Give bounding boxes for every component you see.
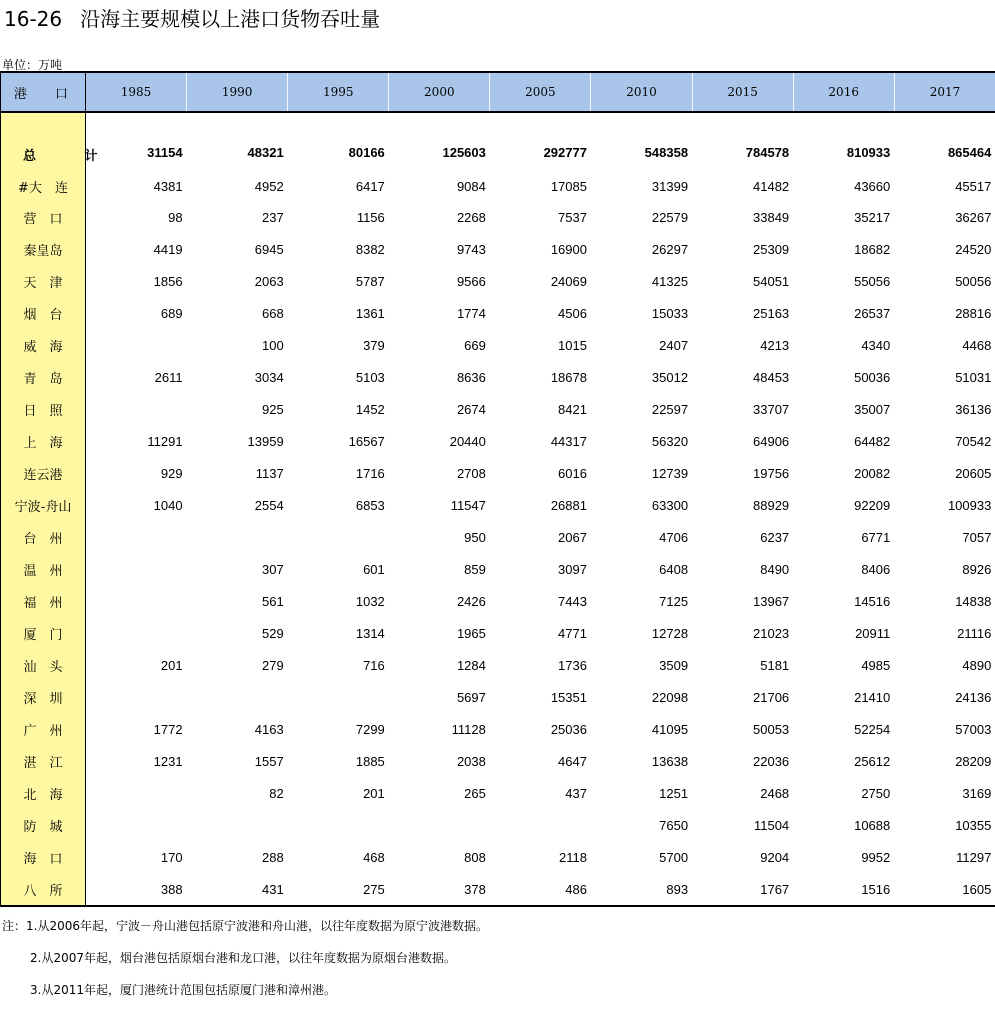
table-row — [1, 297, 995, 329]
port-name: 湛 江 — [1, 745, 86, 777]
port-name: 八 所 — [1, 873, 86, 906]
throughput-value: 2067 — [490, 521, 591, 553]
throughput-value: 43660 — [793, 171, 894, 201]
throughput-value: 1361 — [288, 297, 389, 329]
throughput-value — [86, 809, 187, 841]
throughput-value — [187, 521, 288, 553]
throughput-value: 35007 — [793, 393, 894, 425]
throughput-value: 4381 — [86, 171, 187, 201]
throughput-value: 201 — [288, 777, 389, 809]
port-name: 日 照 — [1, 393, 86, 425]
throughput-value: 1231 — [86, 745, 187, 777]
throughput-value: 26537 — [793, 297, 894, 329]
throughput-value: 3097 — [490, 553, 591, 585]
throughput-value: 486 — [490, 873, 591, 906]
throughput-value: 7125 — [591, 585, 692, 617]
throughput-value: 55056 — [793, 265, 894, 297]
throughput-value: 98 — [86, 201, 187, 233]
throughput-value: 1015 — [490, 329, 591, 361]
throughput-value: 35012 — [591, 361, 692, 393]
throughput-value — [288, 681, 389, 713]
throughput-value: 11297 — [894, 841, 995, 873]
throughput-value: 4952 — [187, 171, 288, 201]
throughput-value: 22597 — [591, 393, 692, 425]
port-name: 威 海 — [1, 329, 86, 361]
port-name: 台 州 — [1, 521, 86, 553]
throughput-value: 64482 — [793, 425, 894, 457]
throughput-value — [490, 809, 591, 841]
throughput-value: 20440 — [389, 425, 490, 457]
throughput-value: 9743 — [389, 233, 490, 265]
throughput-value: 1856 — [86, 265, 187, 297]
total-value: 80166 — [288, 141, 389, 171]
throughput-value: 1137 — [187, 457, 288, 489]
throughput-value — [389, 809, 490, 841]
table-row — [1, 841, 995, 873]
unit-label: 单位：万吨 — [2, 56, 62, 73]
port-name: 秦皇岛 — [1, 233, 86, 265]
throughput-value: 859 — [389, 553, 490, 585]
table-row — [1, 171, 995, 201]
throughput-value: 8636 — [389, 361, 490, 393]
total-value: 292777 — [490, 141, 591, 171]
port-name: 营 口 — [1, 201, 86, 233]
port-throughput-table — [0, 71, 995, 907]
table-row — [1, 777, 995, 809]
throughput-value: 22579 — [591, 201, 692, 233]
footnotes — [2, 918, 488, 1014]
header-row — [1, 72, 995, 112]
throughput-value: 56320 — [591, 425, 692, 457]
throughput-value: 36267 — [894, 201, 995, 233]
throughput-value: 4985 — [793, 649, 894, 681]
throughput-value — [86, 329, 187, 361]
throughput-value: 28816 — [894, 297, 995, 329]
table-row — [1, 585, 995, 617]
throughput-value: 1767 — [692, 873, 793, 906]
throughput-value: 3034 — [187, 361, 288, 393]
throughput-value — [86, 553, 187, 585]
table-row — [1, 617, 995, 649]
throughput-value: 36136 — [894, 393, 995, 425]
throughput-value: 7443 — [490, 585, 591, 617]
port-name: 北 海 — [1, 777, 86, 809]
throughput-value: 3169 — [894, 777, 995, 809]
throughput-value: 8490 — [692, 553, 793, 585]
throughput-value: 279 — [187, 649, 288, 681]
throughput-value: 7057 — [894, 521, 995, 553]
throughput-value: 17085 — [490, 171, 591, 201]
port-name: 广 州 — [1, 713, 86, 745]
spacer-cell — [1, 112, 86, 141]
throughput-value: 561 — [187, 585, 288, 617]
throughput-value: 13638 — [591, 745, 692, 777]
throughput-value: 33849 — [692, 201, 793, 233]
throughput-value — [86, 681, 187, 713]
throughput-value: 22098 — [591, 681, 692, 713]
port-column-header: 港 口 — [1, 72, 86, 112]
throughput-value: 288 — [187, 841, 288, 873]
throughput-value: 4506 — [490, 297, 591, 329]
throughput-value: 14838 — [894, 585, 995, 617]
throughput-value: 54051 — [692, 265, 793, 297]
throughput-value: 2674 — [389, 393, 490, 425]
total-label: 总 计 — [1, 141, 86, 171]
throughput-value: 437 — [490, 777, 591, 809]
throughput-value: 601 — [288, 553, 389, 585]
port-name: 防 城 — [1, 809, 86, 841]
table-row — [1, 873, 995, 906]
throughput-value: 11291 — [86, 425, 187, 457]
port-name: 海 口 — [1, 841, 86, 873]
throughput-value: 11547 — [389, 489, 490, 521]
throughput-value: 468 — [288, 841, 389, 873]
throughput-value: 893 — [591, 873, 692, 906]
throughput-value: 21410 — [793, 681, 894, 713]
total-value: 31154 — [86, 141, 187, 171]
year-header: 1985 — [86, 72, 187, 112]
throughput-value: 808 — [389, 841, 490, 873]
throughput-value: 25036 — [490, 713, 591, 745]
table-row — [1, 489, 995, 521]
year-header: 1995 — [288, 72, 389, 112]
throughput-value: 6016 — [490, 457, 591, 489]
throughput-value: 4771 — [490, 617, 591, 649]
throughput-value: 50036 — [793, 361, 894, 393]
throughput-value: 7537 — [490, 201, 591, 233]
throughput-value: 88929 — [692, 489, 793, 521]
throughput-value: 1251 — [591, 777, 692, 809]
throughput-value: 1605 — [894, 873, 995, 906]
throughput-value: 21706 — [692, 681, 793, 713]
throughput-value: 2407 — [591, 329, 692, 361]
table-row — [1, 681, 995, 713]
year-header: 2010 — [591, 72, 692, 112]
throughput-value: 5697 — [389, 681, 490, 713]
throughput-value: 8926 — [894, 553, 995, 585]
throughput-value — [86, 617, 187, 649]
throughput-value: 11504 — [692, 809, 793, 841]
throughput-value: 4706 — [591, 521, 692, 553]
total-value: 125603 — [389, 141, 490, 171]
table-number: 16-26 — [4, 7, 62, 31]
total-value: 865464 — [894, 141, 995, 171]
table-row — [1, 745, 995, 777]
throughput-value: 25163 — [692, 297, 793, 329]
throughput-value: 2426 — [389, 585, 490, 617]
port-name: 福 州 — [1, 585, 86, 617]
throughput-value: 13967 — [692, 585, 793, 617]
throughput-value: 379 — [288, 329, 389, 361]
footnote-3: 3.从2011年起，厦门港统计范围包括原厦门港和漳州港。 — [2, 982, 488, 1014]
throughput-value: 1885 — [288, 745, 389, 777]
throughput-value: 100933 — [894, 489, 995, 521]
throughput-value — [86, 521, 187, 553]
throughput-value — [187, 681, 288, 713]
throughput-value: 2468 — [692, 777, 793, 809]
throughput-value: 669 — [389, 329, 490, 361]
throughput-value: 8382 — [288, 233, 389, 265]
throughput-value: 1314 — [288, 617, 389, 649]
throughput-value: 19756 — [692, 457, 793, 489]
throughput-value: 57003 — [894, 713, 995, 745]
table-row — [1, 553, 995, 585]
table-row — [1, 809, 995, 841]
port-name: 汕 头 — [1, 649, 86, 681]
year-header: 2005 — [490, 72, 591, 112]
throughput-value: 24520 — [894, 233, 995, 265]
footnote-2: 2.从2007年起，烟台港包括原烟台港和龙口港，以往年度数据为原烟台港数据。 — [2, 950, 488, 982]
throughput-value: 82 — [187, 777, 288, 809]
throughput-value: 4419 — [86, 233, 187, 265]
throughput-value: 1736 — [490, 649, 591, 681]
throughput-value: 1284 — [389, 649, 490, 681]
year-header: 2000 — [389, 72, 490, 112]
throughput-value: 1557 — [187, 745, 288, 777]
spacer-row — [1, 112, 995, 141]
throughput-value: 100 — [187, 329, 288, 361]
table-row — [1, 457, 995, 489]
throughput-value: 388 — [86, 873, 187, 906]
table-row — [1, 233, 995, 265]
year-header: 2015 — [692, 72, 793, 112]
table-row — [1, 393, 995, 425]
throughput-value: 41095 — [591, 713, 692, 745]
table-row — [1, 329, 995, 361]
throughput-value: 2611 — [86, 361, 187, 393]
throughput-value: 10355 — [894, 809, 995, 841]
throughput-value: 1452 — [288, 393, 389, 425]
throughput-value: 6945 — [187, 233, 288, 265]
throughput-value: 2118 — [490, 841, 591, 873]
throughput-value: 950 — [389, 521, 490, 553]
table-row — [1, 713, 995, 745]
throughput-value: 31399 — [591, 171, 692, 201]
throughput-value: 9204 — [692, 841, 793, 873]
throughput-value: 64906 — [692, 425, 793, 457]
throughput-value: 24069 — [490, 265, 591, 297]
throughput-value: 9952 — [793, 841, 894, 873]
throughput-value: 929 — [86, 457, 187, 489]
table-row — [1, 361, 995, 393]
port-name: 烟 台 — [1, 297, 86, 329]
throughput-value: 1965 — [389, 617, 490, 649]
throughput-value: 25309 — [692, 233, 793, 265]
throughput-value: 2268 — [389, 201, 490, 233]
throughput-value: 265 — [389, 777, 490, 809]
throughput-value — [187, 809, 288, 841]
port-name: 厦 门 — [1, 617, 86, 649]
throughput-value: 5787 — [288, 265, 389, 297]
throughput-value: 26881 — [490, 489, 591, 521]
throughput-value: 21116 — [894, 617, 995, 649]
throughput-value: 1772 — [86, 713, 187, 745]
throughput-value: 716 — [288, 649, 389, 681]
throughput-value: 52254 — [793, 713, 894, 745]
port-name: 天 津 — [1, 265, 86, 297]
throughput-value: 18678 — [490, 361, 591, 393]
throughput-value: 237 — [187, 201, 288, 233]
port-name: #大 连 — [1, 171, 86, 201]
throughput-value: 4163 — [187, 713, 288, 745]
total-value: 48321 — [187, 141, 288, 171]
throughput-value: 6408 — [591, 553, 692, 585]
throughput-value: 3509 — [591, 649, 692, 681]
throughput-value: 1716 — [288, 457, 389, 489]
throughput-value: 529 — [187, 617, 288, 649]
throughput-value: 307 — [187, 553, 288, 585]
throughput-value: 41325 — [591, 265, 692, 297]
throughput-value: 1032 — [288, 585, 389, 617]
throughput-value: 7299 — [288, 713, 389, 745]
port-name: 宁波-舟山 — [1, 489, 86, 521]
throughput-value: 378 — [389, 873, 490, 906]
throughput-value: 70542 — [894, 425, 995, 457]
throughput-value: 20082 — [793, 457, 894, 489]
year-header: 1990 — [187, 72, 288, 112]
throughput-value: 9566 — [389, 265, 490, 297]
throughput-value: 13959 — [187, 425, 288, 457]
page-title — [4, 5, 380, 33]
throughput-value: 44317 — [490, 425, 591, 457]
table-row — [1, 201, 995, 233]
throughput-value: 5700 — [591, 841, 692, 873]
throughput-value: 8406 — [793, 553, 894, 585]
throughput-value — [86, 393, 187, 425]
throughput-value: 16567 — [288, 425, 389, 457]
throughput-value: 12728 — [591, 617, 692, 649]
year-header: 2017 — [894, 72, 995, 112]
throughput-value: 10688 — [793, 809, 894, 841]
throughput-value: 63300 — [591, 489, 692, 521]
throughput-value: 15033 — [591, 297, 692, 329]
table-row — [1, 265, 995, 297]
throughput-value — [86, 777, 187, 809]
throughput-value: 25612 — [793, 745, 894, 777]
throughput-value: 15351 — [490, 681, 591, 713]
port-name: 深 圳 — [1, 681, 86, 713]
throughput-value: 2708 — [389, 457, 490, 489]
throughput-value: 1040 — [86, 489, 187, 521]
throughput-value — [86, 585, 187, 617]
port-name: 连云港 — [1, 457, 86, 489]
throughput-value: 33707 — [692, 393, 793, 425]
throughput-value: 22036 — [692, 745, 793, 777]
throughput-value: 6417 — [288, 171, 389, 201]
throughput-value: 5181 — [692, 649, 793, 681]
throughput-value: 20911 — [793, 617, 894, 649]
throughput-value: 668 — [187, 297, 288, 329]
throughput-value: 925 — [187, 393, 288, 425]
throughput-value: 20605 — [894, 457, 995, 489]
throughput-value: 11128 — [389, 713, 490, 745]
port-name: 青 岛 — [1, 361, 86, 393]
port-name: 温 州 — [1, 553, 86, 585]
throughput-value: 92209 — [793, 489, 894, 521]
throughput-value: 170 — [86, 841, 187, 873]
throughput-value — [288, 521, 389, 553]
throughput-value: 45517 — [894, 171, 995, 201]
throughput-value: 2038 — [389, 745, 490, 777]
throughput-value: 4468 — [894, 329, 995, 361]
year-header: 2016 — [793, 72, 894, 112]
throughput-value: 4647 — [490, 745, 591, 777]
throughput-value — [288, 809, 389, 841]
throughput-value: 6771 — [793, 521, 894, 553]
throughput-value: 16900 — [490, 233, 591, 265]
throughput-value: 431 — [187, 873, 288, 906]
throughput-value: 26297 — [591, 233, 692, 265]
throughput-value: 18682 — [793, 233, 894, 265]
throughput-value: 50056 — [894, 265, 995, 297]
throughput-value: 51031 — [894, 361, 995, 393]
throughput-value: 50053 — [692, 713, 793, 745]
throughput-value: 9084 — [389, 171, 490, 201]
throughput-value: 8421 — [490, 393, 591, 425]
throughput-value: 1774 — [389, 297, 490, 329]
throughput-value: 1516 — [793, 873, 894, 906]
footnote-1: 注：1.从2006年起，宁波－舟山港包括原宁波港和舟山港，以往年度数据为原宁波港数据。 — [2, 918, 488, 950]
table-body — [1, 112, 995, 906]
throughput-value: 6853 — [288, 489, 389, 521]
throughput-value: 35217 — [793, 201, 894, 233]
table-row — [1, 425, 995, 457]
port-name: 上 海 — [1, 425, 86, 457]
table-title: 沿海主要规模以上港口货物吞吐量 — [80, 7, 380, 31]
throughput-value: 5103 — [288, 361, 389, 393]
throughput-value: 24136 — [894, 681, 995, 713]
throughput-value: 21023 — [692, 617, 793, 649]
throughput-value: 48453 — [692, 361, 793, 393]
table-row — [1, 649, 995, 681]
table-row — [1, 521, 995, 553]
throughput-value: 2750 — [793, 777, 894, 809]
throughput-value: 14516 — [793, 585, 894, 617]
throughput-value: 4890 — [894, 649, 995, 681]
total-value: 810933 — [793, 141, 894, 171]
throughput-value: 41482 — [692, 171, 793, 201]
throughput-value: 2063 — [187, 265, 288, 297]
throughput-value: 1156 — [288, 201, 389, 233]
total-row — [1, 141, 995, 171]
throughput-value: 7650 — [591, 809, 692, 841]
throughput-value: 28209 — [894, 745, 995, 777]
throughput-value: 2554 — [187, 489, 288, 521]
total-value: 784578 — [692, 141, 793, 171]
throughput-value: 201 — [86, 649, 187, 681]
throughput-value: 275 — [288, 873, 389, 906]
throughput-value: 12739 — [591, 457, 692, 489]
throughput-value: 4213 — [692, 329, 793, 361]
total-value: 548358 — [591, 141, 692, 171]
throughput-value: 4340 — [793, 329, 894, 361]
throughput-value: 689 — [86, 297, 187, 329]
throughput-value: 6237 — [692, 521, 793, 553]
